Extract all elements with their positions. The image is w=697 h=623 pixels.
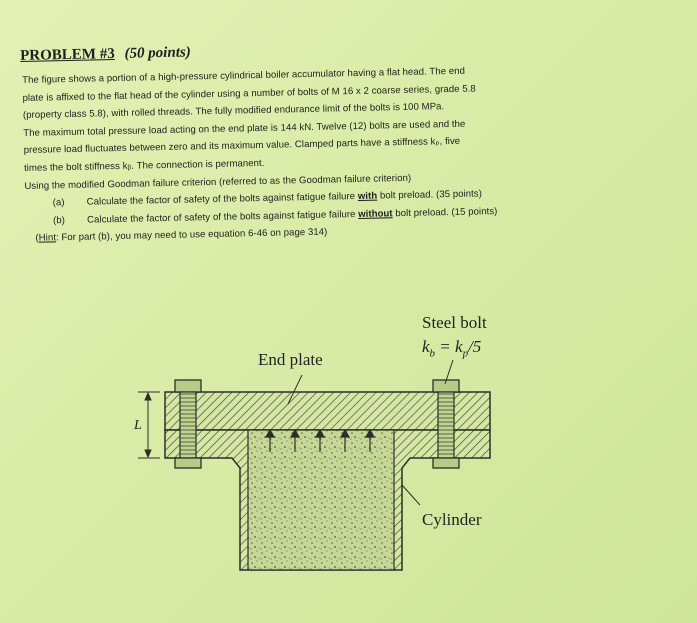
problem-statement — [22, 60, 611, 248]
part-a-keyword: with — [357, 190, 378, 203]
part-b-text: Calculate the factor of safety of the bolts against fatigue failure — [86, 208, 359, 226]
dimension-L-label: L — [134, 418, 142, 433]
statement-line: pressure load fluctuates between zero and its maximum value. Clamped parts have a stiffness kₚ, five — [23, 136, 461, 157]
statement-line: The figure shows a portion of a high-pressure cylindrical boiler accumulator having a flat head. The end — [22, 65, 466, 86]
cylinder-label: Cylinder — [422, 510, 482, 529]
part-b-keyword: without — [358, 208, 393, 220]
criterion-line: Using the modified Goodman failure criterion (referred to as the Goodman failure criterion) — [24, 172, 412, 192]
part-a-text: Calculate the factor of safety of the bolts against fatigue failure — [86, 191, 358, 208]
bolted-joint-figure — [120, 300, 600, 600]
stiffness-formula: $k_b = k_p/5$ — [422, 337, 482, 360]
statement-line: (property class 5.8), with rolled threads. The fully modified endurance limit of the bolts is 100 MPa. — [22, 101, 445, 122]
hint-text: : For part (b), you may need to use equation 6-46 on page 314) — [55, 226, 328, 244]
statement-line: The maximum total pressure load acting on the end plate is 144 kN. Twelve (12) bolts are used and the — [23, 118, 466, 139]
part-b-points: bolt preload. (15 points) — [392, 205, 498, 220]
problem-title — [20, 42, 320, 65]
steel-bolt-label: Steel bolt — [422, 313, 487, 332]
end-plate-label: End plate — [258, 350, 323, 369]
problem-heading: PROBLEM #3 — [20, 46, 115, 64]
part-a-tag: (a) — [52, 197, 65, 209]
hint-open: ( — [35, 233, 39, 245]
statement-line: times the bolt stiffness kᵦ. The connection is permanent. — [23, 157, 265, 174]
part-a-points: bolt preload. (35 points) — [377, 188, 483, 202]
part-b-tag: (b) — [53, 214, 66, 227]
hint-word: Hint — [38, 232, 57, 245]
stiffness-label — [422, 337, 481, 359]
statement-line: plate is affixed to the flat head of the cylinder using a number of bolts of M 16 x 2 coarse series, grade 5.8 — [22, 83, 476, 104]
problem-points: (50 points) — [124, 44, 191, 62]
